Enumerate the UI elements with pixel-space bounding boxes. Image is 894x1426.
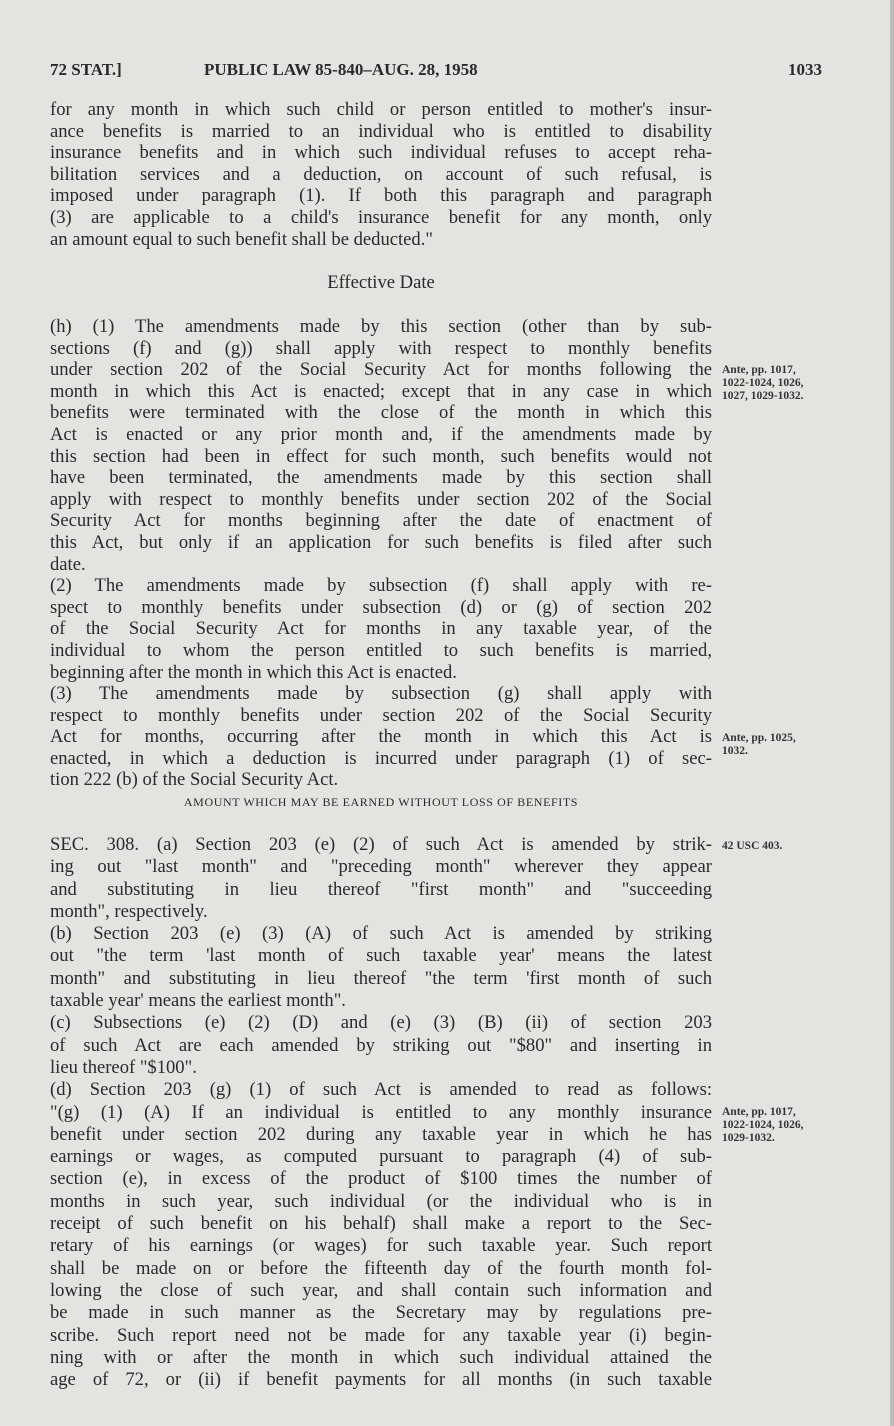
page-edge	[890, 0, 894, 1426]
text-line: (2) The amendments made by subsection (f) shall apply with re-	[50, 575, 712, 597]
text-line: shall be made on or before the fifteenth day of the fourth month fol-	[50, 1257, 712, 1279]
text-line: month", respectively.	[50, 900, 208, 922]
text-line: bilitation services and a deduction, on account of such refusal, is	[50, 163, 712, 185]
text-line: under section 202 of the Social Security Act for months following the	[50, 359, 712, 381]
margin-note	[722, 732, 796, 758]
text-line: out "the term 'last month of such taxable year' means the latest	[50, 945, 712, 967]
text-line: scribe. Such report need not be made for any taxable year (i) begin-	[50, 1324, 712, 1346]
text-line: an amount equal to such benefit shall be deducted."	[50, 228, 433, 250]
margin-note-line: 1027, 1029-1032.	[722, 390, 804, 402]
text-line: Security Act for months beginning after the date of enactment of	[50, 510, 712, 532]
text-line: date.	[50, 553, 86, 575]
section-heading-caps: AMOUNT WHICH MAY BE EARNED WITHOUT LOSS OF BENEFITS	[183, 795, 579, 809]
text-line: (c) Subsections (e) (2) (D) and (e) (3) (B) (ii) of section 203	[50, 1012, 712, 1034]
text-line: of the Social Security Act for months in any taxable year, of the	[50, 618, 712, 640]
text-line: spect to monthly benefits under subsection (d) or (g) of section 202	[50, 596, 712, 618]
text-line: ing out "last month" and "preceding month" wherever they appear	[50, 856, 712, 878]
text-line: and substituting in lieu thereof "first month" and "succeeding	[50, 878, 712, 900]
text-line: retary of his earnings (or wages) for such taxable year. Such report	[50, 1235, 712, 1257]
section-heading: Effective Date	[327, 272, 435, 293]
text-line: (3) are applicable to a child's insurance benefit for any month, only	[50, 206, 712, 228]
text-line: sections (f) and (g)) shall apply with respect to monthly benefits	[50, 337, 712, 359]
margin-note	[722, 1106, 803, 1145]
margin-note	[722, 364, 803, 403]
margin-note-line: 1029-1032.	[722, 1132, 775, 1144]
margin-note-line: 1032.	[722, 745, 748, 757]
text-line: beginning after the month in which this Act is enacted.	[50, 661, 457, 683]
text-line: of such Act are each amended by striking out "$80" and inserting in	[50, 1034, 712, 1056]
text-line: (3) The amendments made by subsection (g) shall apply with	[50, 683, 712, 705]
text-line: month" and substituting in lieu thereof "the term 'first month of such	[50, 967, 712, 989]
text-line: SEC. 308. (a) Section 203 (e) (2) of such Act is amended by strik-	[50, 834, 712, 855]
text-line: Act for months, occurring after the month in which this Act is	[50, 726, 712, 748]
text-line: respect to monthly benefits under section 202 of the Social Security	[50, 704, 712, 726]
text-line: this Act, but only if an application for such benefits is filed after such	[50, 531, 712, 553]
margin-note-line: 42 USC 403.	[722, 840, 783, 852]
text-line: benefit under section 202 during any taxable year in which he has	[50, 1123, 712, 1145]
header-title: PUBLIC LAW 85-840–AUG. 28, 1958	[204, 60, 478, 79]
running-header	[50, 60, 822, 82]
text-line: lieu thereof "$100".	[50, 1056, 197, 1078]
text-line: (d) Section 203 (g) (1) of such Act is amended to read as follows:	[50, 1079, 712, 1101]
volume-ref: 72 STAT.]	[50, 60, 122, 79]
margin-note-line: Ante, pp. 1025,	[722, 732, 796, 744]
text-line: "(g) (1) (A) If an individual is entitled to any monthly insurance	[50, 1101, 712, 1123]
margin-note-line: 1022-1024, 1026,	[722, 377, 804, 389]
text-line: age of 72, or (ii) if benefit payments for all months (in such taxable	[50, 1369, 712, 1391]
text-line: months in such year, such individual (or the individual who is in	[50, 1190, 712, 1212]
text-line: taxable year' means the earliest month".	[50, 990, 346, 1012]
text-line: individual to whom the person entitled to such benefits is married,	[50, 639, 712, 661]
margin-note	[722, 840, 782, 853]
text-line: month in which this Act is enacted; except that in any case in which	[50, 380, 712, 402]
text-line: (b) Section 203 (e) (3) (A) of such Act is amended by striking	[50, 923, 712, 945]
text-line: this section had been in effect for such month, such benefits would not	[50, 445, 712, 467]
text-line: ning with or after the month in which such individual attained the	[50, 1346, 712, 1368]
paragraph-continuation	[50, 99, 712, 250]
margin-note-line: Ante, pp. 1017,	[722, 364, 796, 376]
text-line: receipt of such benefit on his behalf) shall make a report to the Sec-	[50, 1213, 712, 1235]
text-line: have been terminated, the amendments made by this section shall	[50, 467, 712, 489]
text-line: apply with respect to monthly benefits under section 202 of the Social	[50, 488, 712, 510]
subsection-h	[50, 316, 712, 791]
text-line: tion 222 (b) of the Social Security Act.	[50, 769, 339, 791]
margin-note-line: Ante, pp. 1017,	[722, 1106, 796, 1118]
text-line: earnings or wages, as computed pursuant to paragraph (4) of sub-	[50, 1146, 712, 1168]
text-line: be made in such manner as the Secretary may by regulations pre-	[50, 1302, 712, 1324]
text-line: (h) (1) The amendments made by this section (other than by sub-	[50, 316, 712, 337]
text-line: insurance benefits and in which such individual refuses to accept reha-	[50, 142, 712, 164]
text-line: for any month in which such child or person entitled to mother's insur-	[50, 99, 712, 120]
page-number: 1033	[788, 60, 822, 79]
text-line: Act is enacted or any prior month and, if the amendments made by	[50, 423, 712, 445]
margin-note-line: 1022-1024, 1026,	[722, 1119, 804, 1131]
text-line: benefits were terminated with the close of the month in which this	[50, 402, 712, 424]
text-line: ance benefits is married to an individual who is entitled to disability	[50, 120, 712, 142]
text-line: lowing the close of such year, and shall contain such information and	[50, 1279, 712, 1301]
text-line: imposed under paragraph (1). If both this paragraph and paragraph	[50, 185, 712, 207]
text-line: enacted, in which a deduction is incurred under paragraph (1) of sec-	[50, 747, 712, 769]
section-308	[50, 834, 712, 1391]
text-line: section (e), in excess of the product of $100 times the number of	[50, 1168, 712, 1190]
